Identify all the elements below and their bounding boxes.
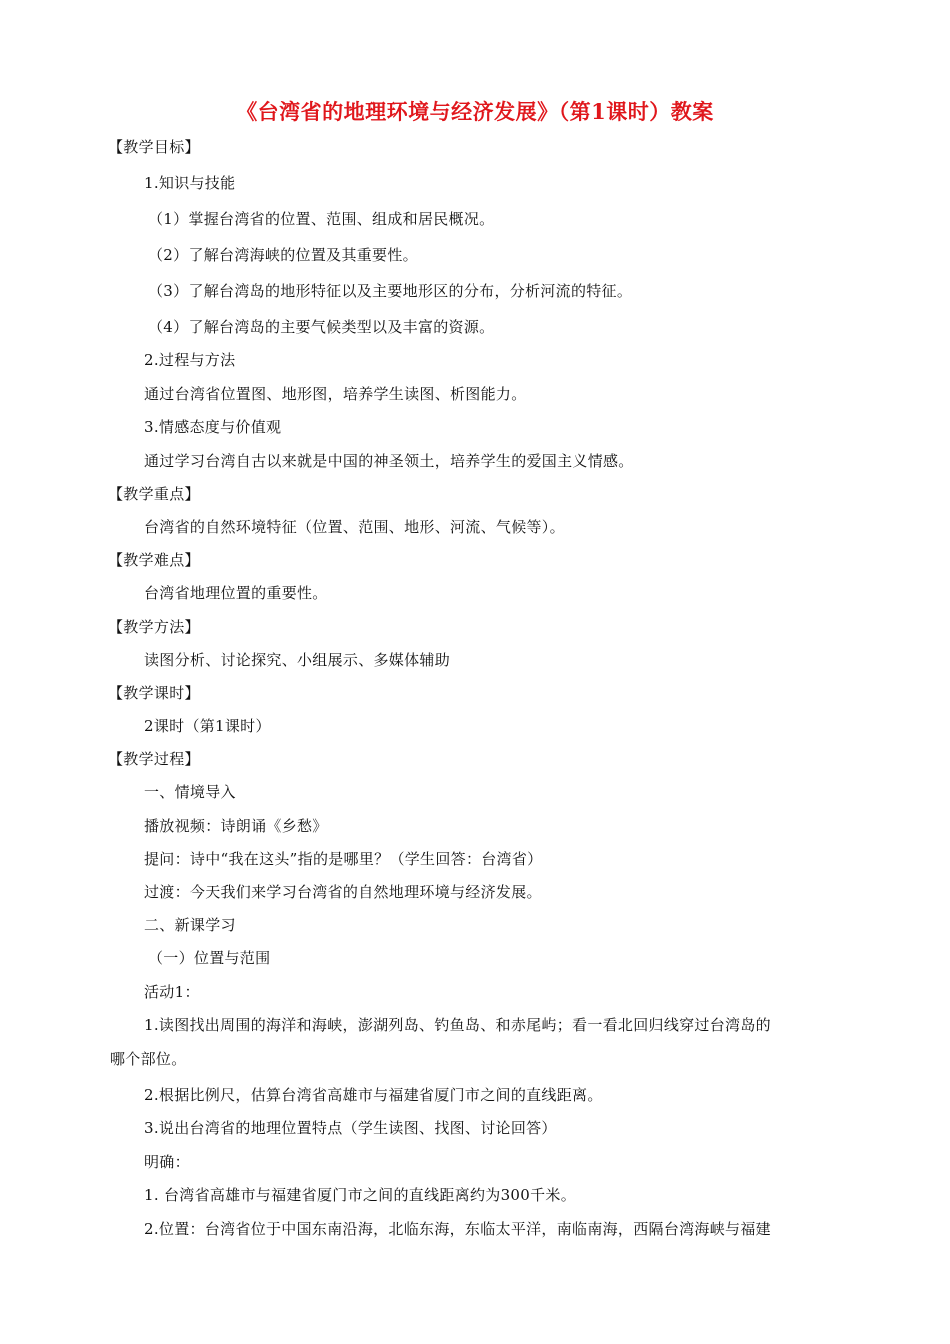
activity-label: 活动1： <box>144 983 200 1001</box>
section-heading-process: 【教学过程】 <box>108 750 200 768</box>
activity-item-1: 1.读图找出周围的海洋和海峡，澎湖列岛、钓鱼岛、和赤尾屿；看一看北回归线穿过台湾岛的 <box>144 1016 771 1034</box>
activity-item-1-continued: 哪个部位。 <box>110 1050 187 1068</box>
subsection-intro: 一、情境导入 <box>144 783 236 801</box>
activity-item-2: 2.根据比例尺，估算台湾省高雄市与福建省厦门市之间的直线距离。 <box>144 1086 603 1104</box>
clarify-item-2: 2.位置：台湾省位于中国东南沿海，北临东海，东临太平洋，南临南海，西隔台湾海峡与福建 <box>144 1220 771 1238</box>
objective-item-1: （1）掌握台湾省的位置、范围、组成和居民概况。 <box>148 210 495 228</box>
paragraph-process-method: 通过台湾省位置图、地形图，培养学生读图、析图能力。 <box>144 385 527 403</box>
subsection-new-lesson: 二、新课学习 <box>144 916 236 934</box>
subsection-location-range: （一）位置与范围 <box>148 949 271 967</box>
document-title: 《台湾省的地理环境与经济发展》（第1课时）教案 <box>236 99 714 124</box>
paragraph-transition: 过渡：今天我们来学习台湾省的自然地理环境与经济发展。 <box>144 883 542 901</box>
clarify-item-1: 1. 台湾省高雄市与福建省厦门市之间的直线距离约为300千米。 <box>144 1186 577 1204</box>
section-heading-hours: 【教学课时】 <box>108 684 200 702</box>
subsection-emotion-values: 3.情感态度与价值观 <box>144 418 282 436</box>
section-heading-key-points: 【教学重点】 <box>108 485 200 503</box>
paragraph-hours: 2课时（第1课时） <box>144 717 271 735</box>
paragraph-question: 提问：诗中“我在这头”指的是哪里？（学生回答：台湾省） <box>144 850 543 868</box>
section-heading-methods: 【教学方法】 <box>108 618 200 636</box>
paragraph-video: 播放视频：诗朗诵《乡愁》 <box>144 817 328 835</box>
section-heading-objectives: 【教学目标】 <box>108 138 200 156</box>
paragraph-key-points: 台湾省的自然环境特征（位置、范围、地形、河流、气候等）。 <box>144 518 565 536</box>
clarify-label: 明确： <box>144 1153 190 1171</box>
activity-item-3: 3.说出台湾省的地理位置特点（学生读图、找图、讨论回答） <box>144 1119 557 1137</box>
subsection-process-method: 2.过程与方法 <box>144 351 236 369</box>
section-heading-difficulties: 【教学难点】 <box>108 551 200 569</box>
objective-item-4: （4）了解台湾岛的主要气候类型以及丰富的资源。 <box>148 318 495 336</box>
paragraph-difficulties: 台湾省地理位置的重要性。 <box>144 584 328 602</box>
paragraph-methods: 读图分析、讨论探究、小组展示、多媒体辅助 <box>144 651 451 669</box>
subsection-knowledge-skills: 1.知识与技能 <box>144 174 236 192</box>
paragraph-emotion-values: 通过学习台湾自古以来就是中国的神圣领土，培养学生的爱国主义情感。 <box>144 452 634 470</box>
objective-item-3: （3）了解台湾岛的地形特征以及主要地形区的分布，分析河流的特征。 <box>148 282 633 300</box>
objective-item-2: （2）了解台湾海峡的位置及其重要性。 <box>148 246 418 264</box>
